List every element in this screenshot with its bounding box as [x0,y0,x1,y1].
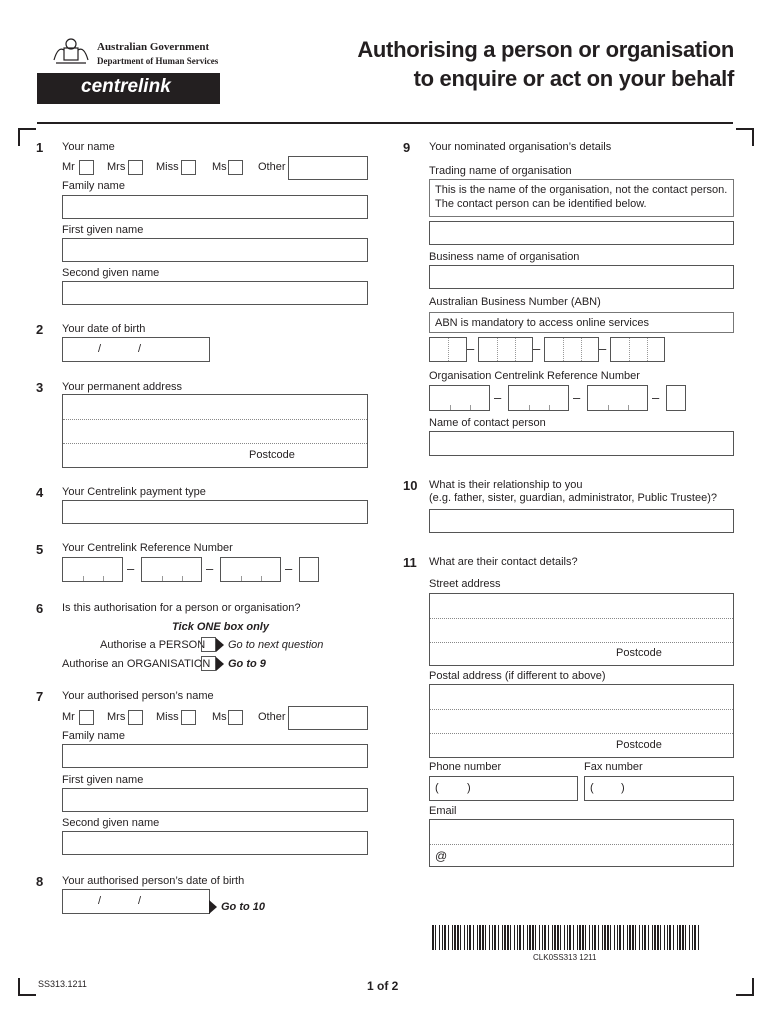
q7-first-label: First given name [62,774,144,786]
q5-crn-part2[interactable] [141,557,202,582]
q1-family-label: Family name [62,180,125,192]
q8-number: 8 [36,874,44,889]
q11-phone-paren-open: ( [435,782,439,794]
q6-person-label: Authorise a PERSON [100,639,206,651]
q1-title-miss: Miss [156,161,179,173]
q9-abn-part2[interactable] [478,337,533,362]
q11-email-label: Email [429,805,457,817]
q11-postal-postcode-label: Postcode [616,739,662,751]
q10-sub: (e.g. father, sister, guardian, administrator, Public Trustee)? [429,492,717,504]
q5-dash3: – [285,561,293,576]
q9-ref-label: Organisation Centrelink Reference Number [429,370,640,382]
q6-org-go: Go to 9 [228,658,266,670]
q5-dash1: – [127,561,135,576]
q8-dob-sep2: / [138,895,142,907]
q5-crn-part4[interactable] [299,557,319,582]
form-code: SS313.1211 [38,979,87,989]
q11-street-label: Street address [429,578,501,590]
coat-of-arms-icon [50,36,92,66]
q2-label: Your date of birth [62,323,146,335]
q6-org-checkbox[interactable] [201,656,216,671]
corner-mark-top-right [736,128,754,146]
q3-postcode-label: Postcode [249,449,295,461]
q3-address-input[interactable] [62,394,368,468]
q5-number: 5 [36,542,44,557]
q9-trading-label: Trading name of organisation [429,165,572,177]
q11-email-line [430,844,733,845]
q9-abn-note: ABN is mandatory to access online services [429,312,734,333]
q1-title-mrs: Mrs [107,161,126,173]
q7-title-ms: Ms [212,711,227,723]
q1-number: 1 [36,140,44,155]
q7-miss-checkbox[interactable] [181,710,196,725]
q1-mrs-checkbox[interactable] [128,160,143,175]
q1-ms-checkbox[interactable] [228,160,243,175]
q1-mr-checkbox[interactable] [79,160,94,175]
q9-contact-label: Name of contact person [429,417,546,429]
form-title-line2: to enquire or act on your behalf [413,66,734,91]
q1-title-other: Other [258,161,286,173]
q9-abn-dash1: – [467,341,475,356]
gov-name: Australian Government [97,41,210,53]
q9-trading-input[interactable] [429,221,734,245]
q11-label: What are their contact details? [429,556,578,568]
q7-title-other: Other [258,711,286,723]
q11-fax-input[interactable] [584,776,734,801]
q11-postal-input[interactable] [429,684,734,758]
q10-relationship-input[interactable] [429,509,734,533]
q9-ref-part4[interactable] [666,385,686,411]
q9-ref-seg [529,405,530,410]
q9-ref-seg [628,405,629,410]
arrow-right-icon [216,657,224,671]
q7-ms-checkbox[interactable] [228,710,243,725]
q11-email-at: @ [435,849,448,863]
q11-phone-paren-close: ) [467,782,471,794]
page-number: 1 of 2 [367,979,399,993]
q9-business-input[interactable] [429,265,734,289]
arrow-right-icon [209,900,217,914]
q8-label: Your authorised person’s date of birth [62,875,245,887]
q3-number: 3 [36,380,44,395]
q5-seg [162,576,163,581]
q5-seg [103,576,104,581]
q5-seg [182,576,183,581]
form-title-line1: Authorising a person or organisation [357,37,734,62]
q11-phone-label: Phone number [429,761,502,773]
q11-fax-paren-close: ) [621,782,625,794]
q9-abn-part4[interactable] [610,337,665,362]
q9-abn-dash3: – [599,341,607,356]
q11-postal-label: Postal address (if different to above) [429,670,606,682]
q7-other-input[interactable] [288,706,368,730]
q9-abn-dash2: – [533,341,541,356]
q9-abn-part3[interactable] [544,337,599,362]
q2-dob-input[interactable] [62,337,210,362]
q9-ref-part2[interactable] [508,385,569,411]
q5-crn-part3[interactable] [220,557,281,582]
q9-abn-part1[interactable] [429,337,467,362]
q11-number: 11 [403,555,417,570]
q9-abn-seg [581,338,582,361]
q9-ref-seg [608,405,609,410]
q7-title-mr: Mr [62,711,75,723]
q4-payment-type-input[interactable] [62,500,368,524]
q7-number: 7 [36,689,44,704]
q9-business-label: Business name of organisation [429,251,580,263]
q5-seg [241,576,242,581]
q10-label: What is their relationship to you [429,479,583,491]
q5-crn-part1[interactable] [62,557,123,582]
q1-first-input[interactable] [62,238,368,262]
q9-abn-seg [629,338,630,361]
centrelink-logo [37,73,220,104]
q9-trading-note-line2: The contact person can be identified below. [435,198,647,210]
q7-second-input[interactable] [62,831,368,855]
q1-first-label: First given name [62,224,144,236]
q9-trading-note [429,179,734,217]
arrow-right-icon [216,638,224,652]
q1-title-ms: Ms [212,161,227,173]
q7-title-mrs: Mrs [107,711,126,723]
q5-seg [261,576,262,581]
dept-name: Department of Human Services [97,56,219,66]
q6-person-go: Go to next question [228,639,324,651]
q9-number: 9 [403,140,411,155]
corner-mark-top-left [18,128,36,146]
q6-org-label: Authorise an ORGANISATION [62,658,211,670]
q3-address-line1 [63,419,367,420]
q10-number: 10 [403,478,418,493]
q5-label: Your Centrelink Reference Number [62,542,233,554]
q2-dob-sep1: / [98,343,102,355]
q9-ref-seg [450,405,451,410]
q1-label: Your name [62,141,115,153]
q11-street-postcode-label: Postcode [616,647,662,659]
q11-email-input[interactable] [429,819,734,867]
q11-fax-label: Fax number [584,761,643,773]
q8-dob-input[interactable] [62,889,210,914]
q8-dob-sep1: / [98,895,102,907]
q3-label: Your permanent address [62,381,183,393]
q3-address-line2 [63,443,367,444]
q9-ref-dash3: – [652,390,660,405]
q9-ref-dash1: – [494,390,502,405]
q5-dash2: – [206,561,214,576]
q4-label: Your Centrelink payment type [62,486,206,498]
q1-other-input[interactable] [288,156,368,180]
q1-family-input[interactable] [62,195,368,219]
form-title [357,35,734,93]
q7-second-label: Second given name [62,817,160,829]
q9-trading-note-line1: This is the name of the organisation, not the contact person. [435,184,728,196]
q5-seg [83,576,84,581]
q9-abn-seg [448,338,449,361]
q9-label: Your nominated organisation’s details [429,141,612,153]
q7-title-miss: Miss [156,711,179,723]
q9-abn-seg [497,338,498,361]
q9-abn-label: Australian Business Number (ABN) [429,296,601,308]
centrelink-logo-text: centrelink [81,76,171,97]
q9-ref-dash2: – [573,390,581,405]
q11-postal-line2 [430,733,733,734]
q11-fax-paren-open: ( [590,782,594,794]
q7-label: Your authorised person’s name [62,690,214,702]
header-rule [37,122,733,124]
q11-street-line2 [430,642,733,643]
q9-ref-part1[interactable] [429,385,490,411]
q1-miss-checkbox[interactable] [181,160,196,175]
q7-first-input[interactable] [62,788,368,812]
q6-person-checkbox[interactable] [201,637,216,652]
corner-mark-bottom-right [736,978,754,996]
q7-family-input[interactable] [62,744,368,768]
q11-street-line1 [430,618,733,619]
q9-abn-seg [563,338,564,361]
corner-mark-bottom-left [18,978,36,996]
q9-ref-part3[interactable] [587,385,648,411]
q6-number: 6 [36,601,44,616]
q6-instruction: Tick ONE box only [172,621,269,633]
barcode [432,925,704,950]
q9-ref-seg [549,405,550,410]
barcode-text: CLK0SS313 1211 [533,953,597,962]
q11-postal-line1 [430,709,733,710]
q9-abn-seg [647,338,648,361]
q9-abn-seg [515,338,516,361]
q7-mr-checkbox[interactable] [79,710,94,725]
q1-second-label: Second given name [62,267,160,279]
q1-title-mr: Mr [62,161,75,173]
q9-contact-input[interactable] [429,431,734,456]
q7-family-label: Family name [62,730,125,742]
q7-mrs-checkbox[interactable] [128,710,143,725]
q6-label: Is this authorisation for a person or organisation? [62,602,301,614]
q8-go: Go to 10 [221,901,266,913]
q2-number: 2 [36,322,44,337]
q11-phone-input[interactable] [429,776,578,801]
q4-number: 4 [36,485,44,500]
q1-second-input[interactable] [62,281,368,305]
q9-ref-seg [470,405,471,410]
q11-street-input[interactable] [429,593,734,666]
q2-dob-sep2: / [138,343,142,355]
